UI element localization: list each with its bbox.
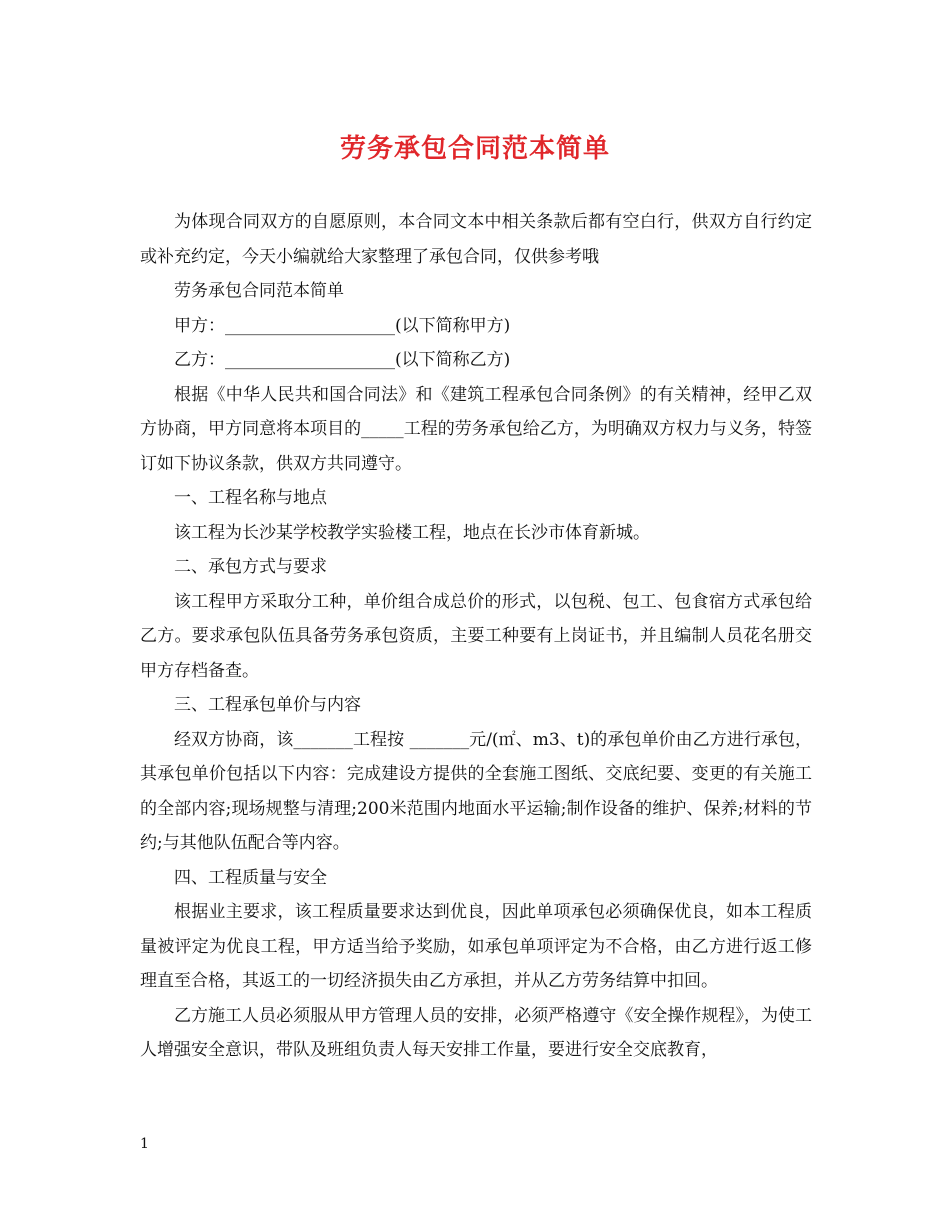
section-heading-2: 二、承包方式与要求: [174, 557, 327, 577]
section-heading-1: 一、工程名称与地点: [174, 488, 327, 508]
section-3-body: 经双方协商，该_______工程按 _______元/(㎡、m3、t)的承包单价由乙方进行承包，其承包单价包括以下内容：完成建设方提供的全套施工图纸、交底纪要、变更的有关施工的全部内容;现场规整与清理;200米范围内地面水平运输;制作设备的维护、保养;材料的节约;与其他队伍配合等内容。: [140, 729, 812, 853]
page-number: 1: [140, 1136, 149, 1152]
section-heading-3: 三、工程承包单价与内容: [174, 695, 361, 715]
party-b-line: 乙方：____________________(以下简称乙方): [174, 350, 511, 370]
contract-heading: 劳务承包合同范本简单: [174, 281, 344, 301]
section-2-body: 该工程甲方采取分工种，单价组合成总价的形式，以包税、包工、包食宿方式承包给乙方。要求承包队伍具备劳务承包资质，主要工种要有上岗证书，并且编制人员花名册交甲方存档备查。: [140, 591, 812, 681]
section-1-body: 该工程为长沙某学校教学实验楼工程，地点在长沙市体育新城。: [174, 522, 650, 543]
section-4-body-2: 乙方施工人员必须服从甲方管理人员的安排，必须严格遵守《安全操作规程》，为使工人增强安全意识，带队及班组负责人每天安排工作量，要进行安全交底教育，: [140, 1005, 812, 1060]
document-body: [140, 205, 812, 1068]
document-title: 劳务承包合同范本简单: [339, 134, 610, 164]
section-4-body-1: 根据业主要求，该工程质量要求达到优良，因此单项承包必须确保优良，如本工程质量被评定为优良工程，甲方适当给予奖励，如承包单项评定为不合格，由乙方进行返工修理直至合格，其返工的一切经济损失由乙方承担，并从乙方劳务结算中扣回。: [140, 902, 812, 991]
section-heading-4: 四、工程质量与安全: [174, 867, 327, 888]
intro-paragraph: 为体现合同双方的自愿原则，本合同文本中相关条款后都有空白行，供双方自行约定或补充约定，今天小编就给大家整理了承包合同，仅供参考哦: [140, 212, 812, 267]
preamble-paragraph: 根据《中华人民共和国合同法》和《建筑工程承包合同条例》的有关精神，经甲乙双方协商，甲方同意将本项目的_____工程的劳务承包给乙方，为明确双方权力与义务，特签订如下协议条款，供双方共同遵守。: [140, 384, 812, 474]
party-a-line: 甲方：____________________(以下简称甲方): [174, 315, 511, 336]
